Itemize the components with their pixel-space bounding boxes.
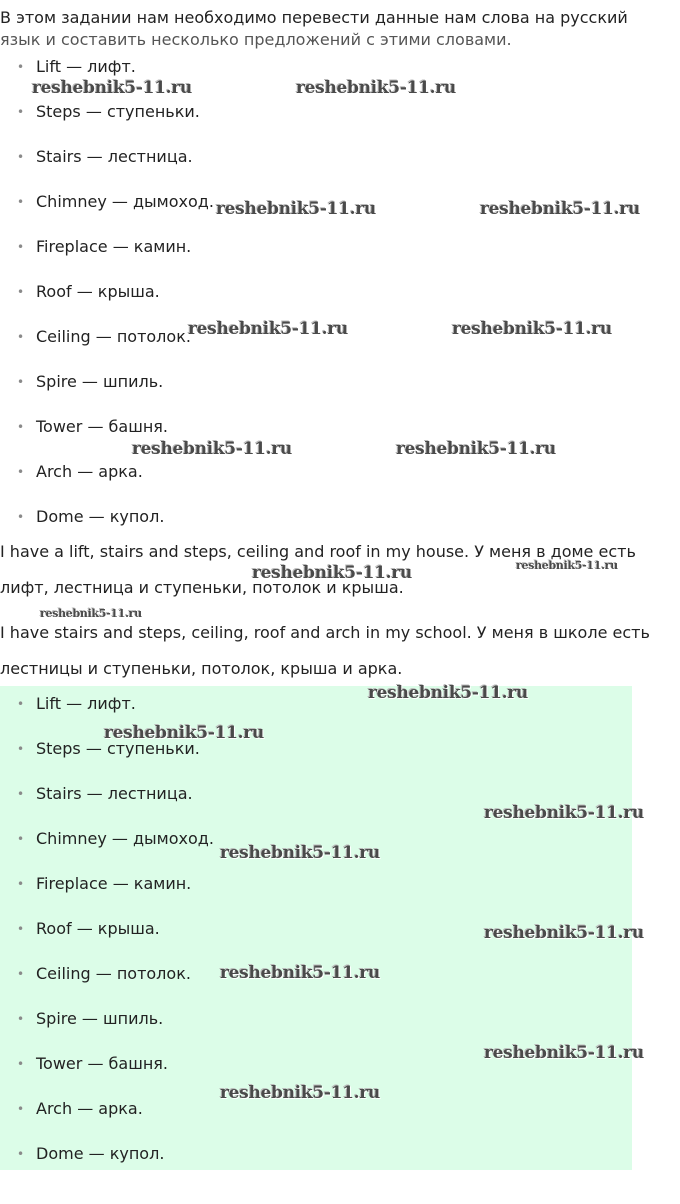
bullet-icon: • — [17, 787, 25, 801]
watermark: reshebnik5-11.ru — [220, 963, 380, 983]
bullet-icon: • — [17, 150, 25, 164]
watermark: reshebnik5-11.ru — [368, 683, 528, 703]
bullet-icon: • — [17, 240, 25, 254]
watermark: reshebnik5-11.ru — [480, 199, 640, 219]
bullet-icon: • — [17, 195, 25, 209]
bullet-icon: • — [17, 1057, 25, 1071]
bullet-icon: • — [17, 105, 25, 119]
watermark: reshebnik5-11.ru — [396, 439, 556, 459]
watermark: reshebnik5-11.ru — [220, 843, 380, 863]
watermark: reshebnik5-11.ru — [484, 803, 644, 823]
watermark: reshebnik5-11.ru — [452, 319, 612, 339]
watermark: reshebnik5-11.ru — [296, 78, 456, 98]
watermark: reshebnik5-11.ru — [484, 923, 644, 943]
intro-line-2-clipped: язык и составить несколько предложений с этими словами. — [0, 30, 512, 49]
watermark: reshebnik5-11.ru — [132, 439, 292, 459]
watermark: reshebnik5-11.ru — [220, 1083, 380, 1103]
bullet-icon: • — [17, 832, 25, 846]
bullet-icon: • — [17, 922, 25, 936]
watermark: reshebnik5-11.ru — [40, 607, 142, 620]
bullet-icon: • — [17, 1147, 25, 1161]
intro-text — [0, 7, 680, 49]
bullet-icon: • — [17, 877, 25, 891]
bullet-icon: • — [17, 60, 25, 74]
watermark: reshebnik5-11.ru — [188, 319, 348, 339]
bullet-icon: • — [17, 697, 25, 711]
bullet-icon: • — [17, 1102, 25, 1116]
bullet-icon: • — [17, 285, 25, 299]
bullet-icon: • — [17, 420, 25, 434]
bullet-icon: • — [17, 742, 25, 756]
watermark: reshebnik5-11.ru — [516, 559, 618, 572]
intro-line-1: В этом задании нам необходимо перевести данные нам слова на русский — [0, 8, 628, 27]
watermark: reshebnik5-11.ru — [484, 1043, 644, 1063]
watermark: reshebnik5-11.ru — [216, 199, 376, 219]
bullet-icon: • — [17, 465, 25, 479]
bullet-icon: • — [17, 1012, 25, 1026]
watermark: reshebnik5-11.ru — [32, 78, 192, 98]
watermark: reshebnik5-11.ru — [252, 563, 412, 583]
bullet-icon: • — [17, 330, 25, 344]
bullet-icon: • — [17, 510, 25, 524]
watermark: reshebnik5-11.ru — [104, 723, 264, 743]
paragraph-school: I have stairs and steps, ceiling, roof and arch in my school. У меня в школе есть лестницы и ступеньки, потолок, крыша и арка. — [0, 623, 650, 678]
bullet-icon: • — [17, 967, 25, 981]
paragraph-house: I have a lift, stairs and steps, ceiling and roof in my house. У меня в доме есть лифт, лестница и ступеньки, потолок и крыша. — [0, 542, 636, 597]
bullet-icon: • — [17, 375, 25, 389]
